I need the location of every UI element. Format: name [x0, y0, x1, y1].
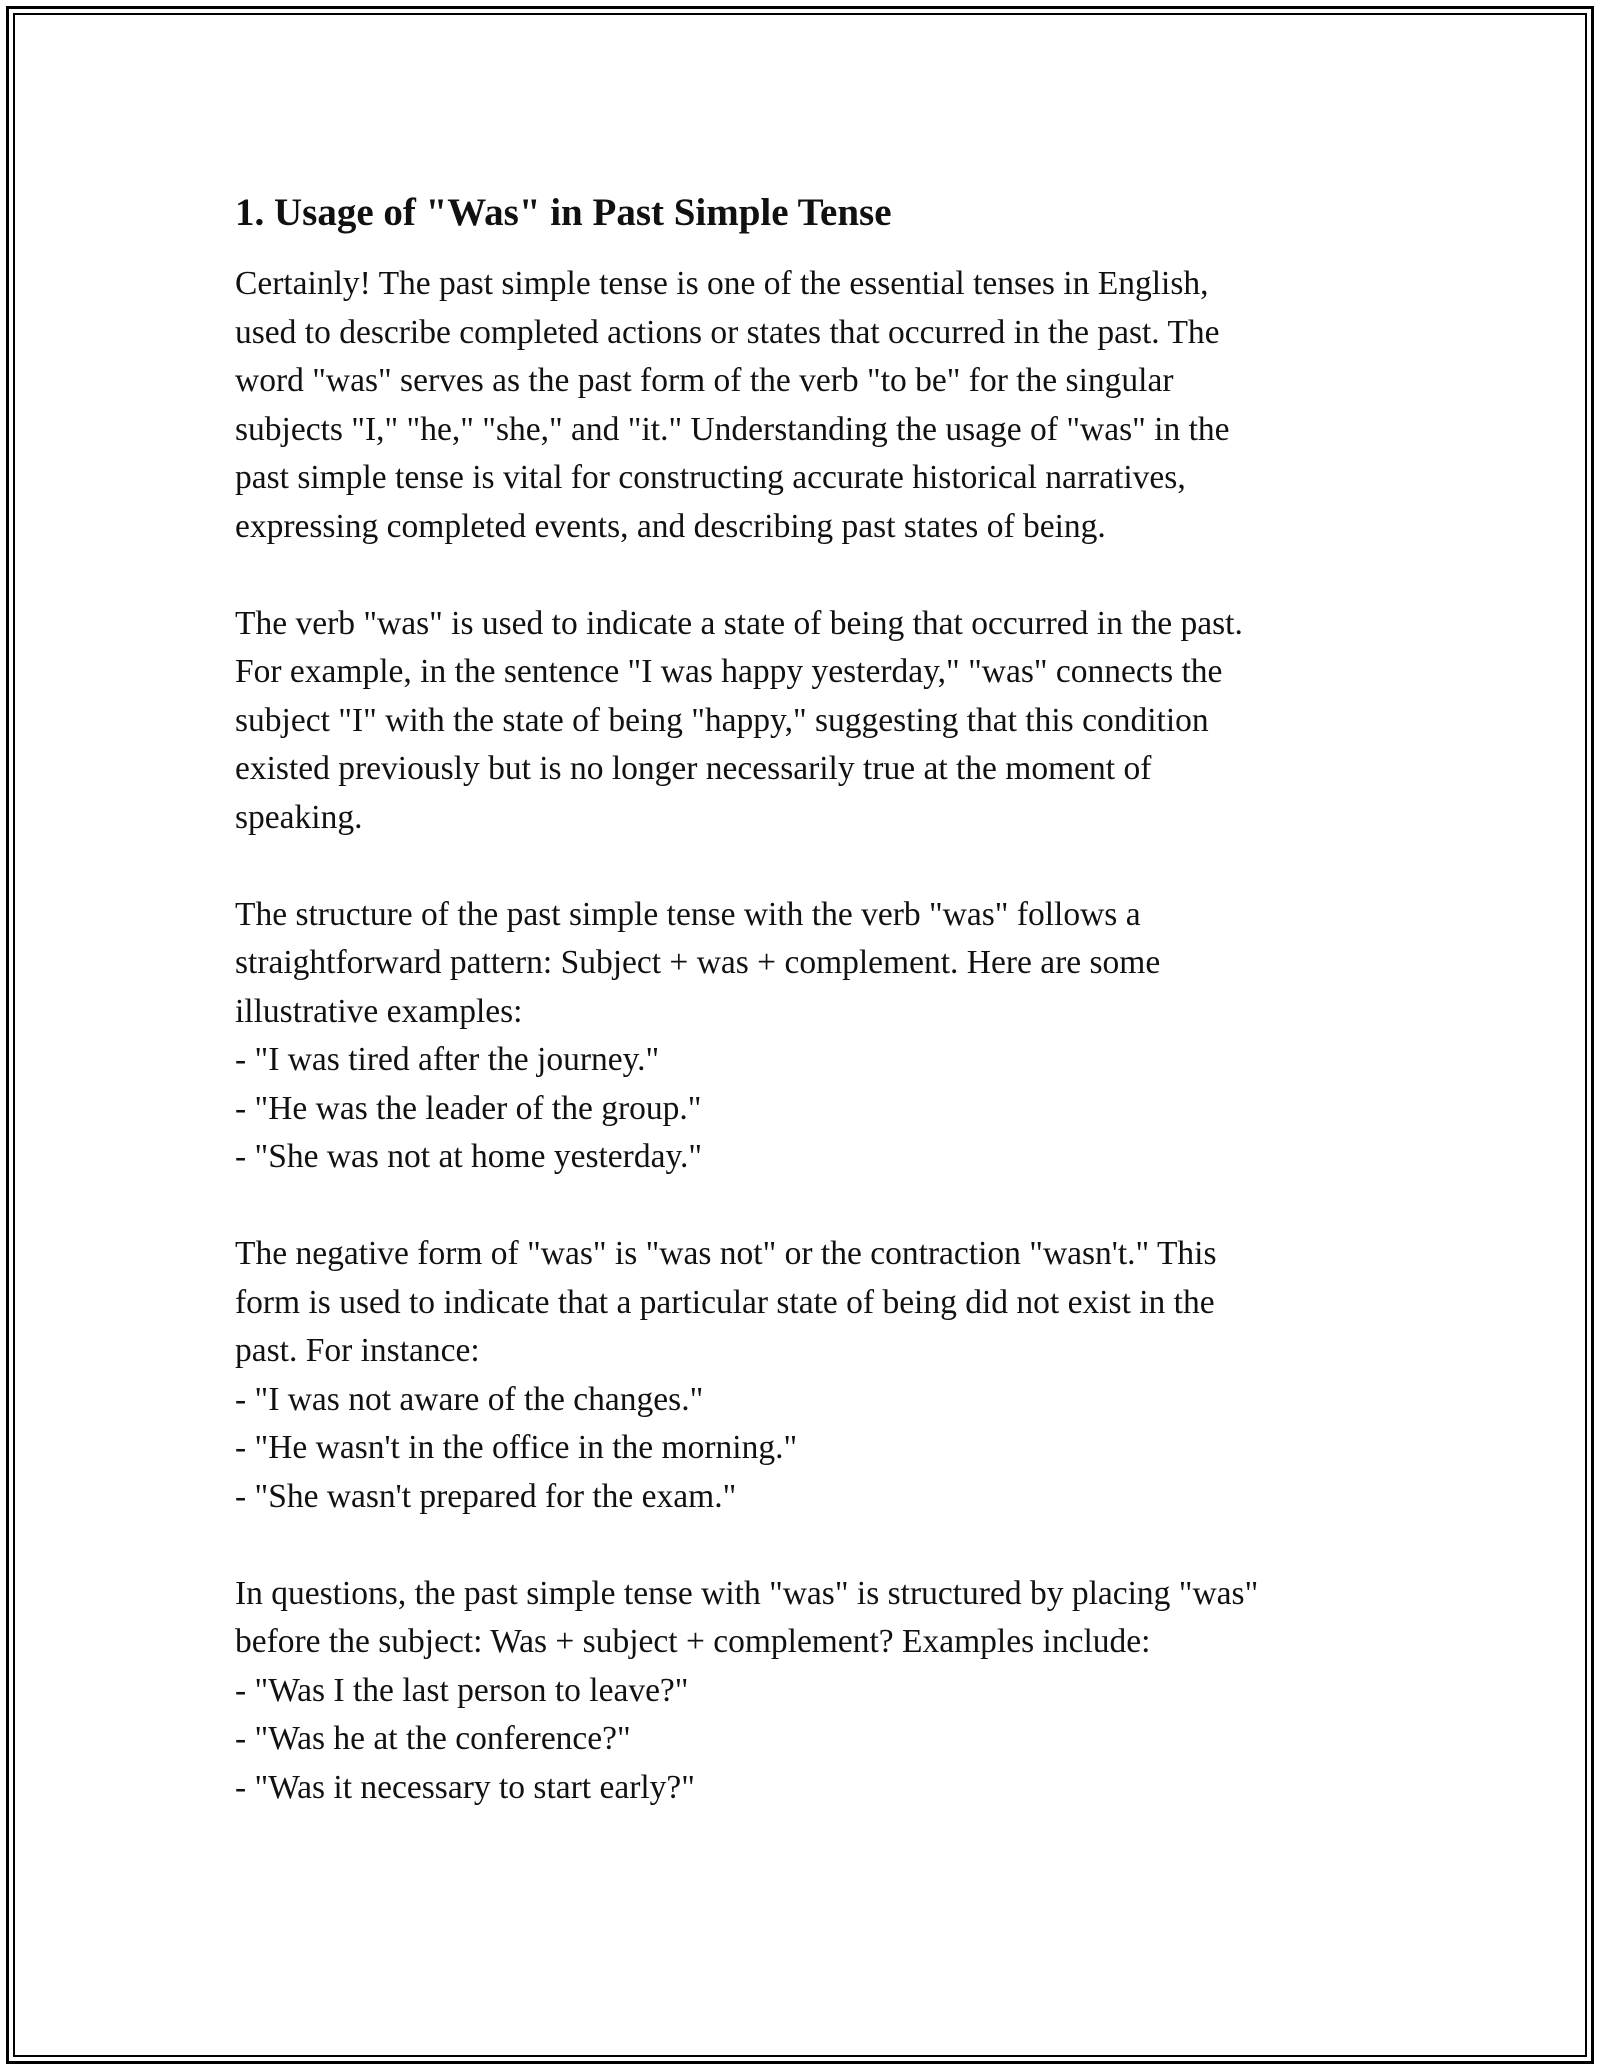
text-line: Certainly! The past simple tense is one of the essential tenses in English, — [235, 265, 1209, 302]
section-heading: 1. Usage of "Was" in Past Simple Tense — [235, 191, 892, 234]
text-line: word "was" serves as the past form of the verb "to be" for the singular — [235, 362, 1174, 399]
text-line: before the subject: Was + subject + complement? Examples include: — [235, 1623, 1151, 1660]
text-line: The negative form of "was" is "was not" or the contraction "wasn't." This — [235, 1235, 1217, 1272]
paragraph-structure — [235, 891, 1385, 1182]
text-line: past simple tense is vital for constructing accurate historical narratives, — [235, 459, 1186, 496]
text-line: form is used to indicate that a particular state of being did not exist in the — [235, 1283, 1215, 1321]
paragraph-negative-form — [235, 1230, 1385, 1521]
text-line: For example, in the sentence "I was happy yesterday," "was" connects the — [235, 653, 1223, 690]
example-line: - "She wasn't prepared for the exam." — [235, 1477, 737, 1515]
paragraph-state-of-being — [235, 600, 1385, 843]
text-line: subjects "I," "he," "she," and "it." Understanding the usage of "was" in the — [235, 410, 1230, 448]
text-line: illustrative examples: — [235, 992, 523, 1030]
example-line: - "I was not aware of the changes." — [235, 1380, 704, 1418]
text-line: subject "I" with the state of being "happy," suggesting that this condition — [235, 701, 1209, 739]
text-line: The verb "was" is used to indicate a state of being that occurred in the past. — [235, 604, 1243, 642]
example-line: - "Was I the last person to leave?" — [235, 1671, 689, 1709]
example-line: - "Was it necessary to start early?" — [235, 1768, 695, 1806]
document-body — [235, 188, 1385, 1861]
example-line: - "She was not at home yesterday." — [235, 1138, 703, 1175]
paragraph-questions — [235, 1570, 1385, 1813]
text-line: The structure of the past simple tense with the verb "was" follows a — [235, 895, 1141, 933]
example-line: - "He was the leader of the group." — [235, 1089, 702, 1127]
text-line: used to describe completed actions or states that occurred in the past. The — [235, 313, 1220, 351]
paragraph-intro — [235, 260, 1385, 551]
example-line: - "He wasn't in the office in the morning." — [235, 1429, 798, 1466]
text-line: existed previously but is no longer necessarily true at the moment of — [235, 750, 1152, 787]
text-line: expressing completed events, and describing past states of being. — [235, 507, 1106, 545]
text-line: speaking. — [235, 798, 363, 836]
example-line: - "I was tired after the journey." — [235, 1041, 660, 1078]
text-line: In questions, the past simple tense with "was" is structured by placing "was" — [235, 1574, 1259, 1612]
example-line: - "Was he at the conference?" — [235, 1720, 631, 1757]
text-line: past. For instance: — [235, 1332, 480, 1369]
text-line: straightforward pattern: Subject + was + complement. Here are some — [235, 944, 1161, 981]
